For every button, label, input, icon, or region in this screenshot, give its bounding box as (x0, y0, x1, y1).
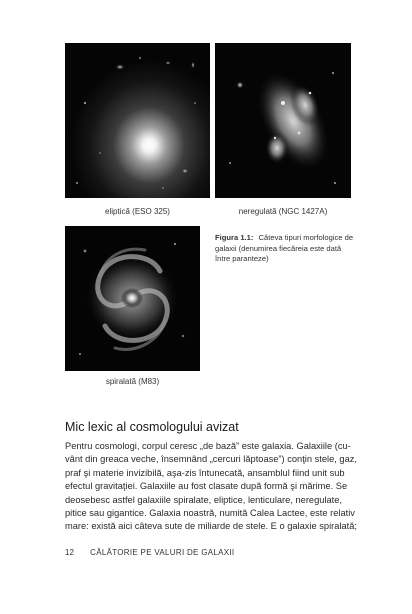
body-line: efectul gravitaţiei. Galaxiile au fost clasate după formă şi mărime. Se (65, 481, 348, 492)
body-line: pitice sau gigantice. Galaxia noastră, numită Calea Lactee, este relativ (65, 508, 355, 519)
body-line: deosebesc astfel galaxiile spiralate, eliptice, lenticulare, neregulate, (65, 494, 343, 505)
body-line: mare: există aici câteva sute de miliarde de stele. E o galaxie spiralată; (65, 521, 357, 532)
spiral-galaxy-caption: spiralată (M83) (105, 377, 160, 386)
body-line: Pentru cosmologi, corpul ceresc „de bază” este galaxia. Galaxiile (cu- (65, 441, 351, 451)
page-footer (65, 548, 234, 557)
figure-caption-text: Câteva tipuri morfologice de galaxii (denumirea fiecăreia este dată între paranteze) (215, 233, 354, 263)
body-paragraph (65, 440, 365, 534)
page-number: 12 (65, 548, 74, 557)
spiral-galaxy-photo (65, 226, 200, 371)
figure-label: Figura 1.1: (215, 233, 254, 242)
running-title: CĂLĂTORIE PE VALURI DE GALAXII (90, 548, 235, 557)
body-line: vânt din greaca veche, însemnând „cercuri lăptoase”) conţin stele, gaz, (65, 454, 357, 465)
irregular-galaxy-caption: neregulată (NGC 1427A) (238, 207, 328, 216)
section-heading: Mic lexic al cosmologului avizat (65, 420, 239, 434)
body-line: praf şi materie invizibilă, aşa-zis întunecată, ansamblul fiind unit sub (65, 467, 345, 478)
elliptical-galaxy-caption: eliptică (ESO 325) (105, 207, 170, 216)
elliptical-galaxy-photo (65, 43, 210, 198)
irregular-galaxy-photo (215, 43, 351, 198)
figure-caption (215, 233, 355, 265)
